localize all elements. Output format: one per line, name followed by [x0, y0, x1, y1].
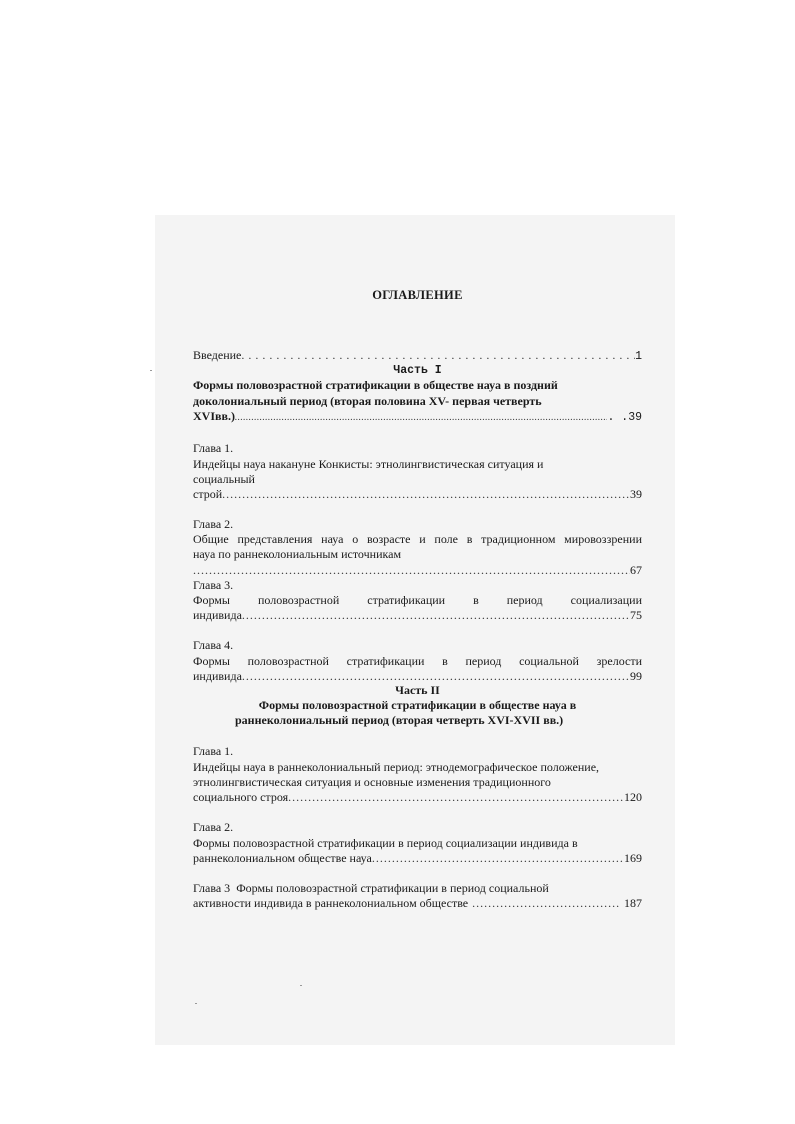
- chapter-label: Глава 2.: [193, 820, 234, 834]
- chapter-label: Глава 3: [193, 881, 231, 895]
- chapter-label: Глава 3.: [193, 578, 234, 592]
- chapter-label: Глава 1.: [193, 744, 234, 758]
- toc-entry-chapter-first-line: [193, 881, 642, 896]
- chapter-title-line: Формы половозрастной стратификации в период социализации индивида в: [193, 836, 578, 850]
- chapter-page: 99: [630, 669, 642, 683]
- part2-title-line: раннеколониальный период (вторая четверть XVI-XVII вв.): [235, 713, 564, 727]
- chapter-title-line: этнолингвистическая ситуация и основные изменения традиционного: [193, 775, 551, 789]
- dot-leader: [241, 348, 635, 363]
- intro-page: 1: [635, 350, 642, 363]
- dot-leader: [468, 896, 620, 911]
- dot-leader: [193, 563, 630, 578]
- dot-leader: [222, 487, 630, 502]
- chapter-title-line: Индейцы науа в раннеколониальный период: этнодемографическое положение,: [193, 760, 600, 774]
- chapter-title-line: Общие представления науа о возрасте и поле в традиционном мировоззрении: [193, 532, 642, 546]
- part1-label: Часть I: [393, 364, 442, 377]
- table-of-contents: [193, 0, 642, 1124]
- chapter-page: 120: [624, 790, 642, 804]
- chapter-title-line: индивида: [193, 608, 242, 622]
- part1-page: . .39: [607, 411, 642, 424]
- toc-entry-chapter[interactable]: [193, 608, 642, 623]
- chapter-page: 67: [630, 563, 642, 577]
- dot-leader: [288, 790, 624, 805]
- toc-entry-part1[interactable]: [193, 409, 642, 426]
- toc-entry-chapter[interactable]: [193, 790, 642, 805]
- chapter-page: 75: [630, 608, 642, 622]
- chapter-title-line: индивида: [193, 669, 242, 683]
- part2-label: Часть II: [395, 683, 440, 697]
- chapter-title-line: Формы половозрастной стратификации в период социальной: [236, 881, 549, 895]
- chapter-title-line: социального строя: [193, 790, 289, 804]
- toc-entry-chapter[interactable]: [193, 896, 642, 911]
- chapter-page: 187: [624, 896, 642, 910]
- chapter-title-line: социальный: [193, 472, 255, 486]
- chapter-title-line: Формы половозрастной стратификации в период социальной зрелости: [193, 654, 642, 668]
- chapter-title-line: строй: [193, 487, 223, 501]
- scan-speck: [150, 370, 152, 371]
- part1-title-line: доколониальный период (вторая половина XV- первая четверть: [193, 394, 542, 408]
- chapter-page: 169: [624, 851, 642, 865]
- chapter-page: 39: [630, 487, 642, 501]
- toc-entry-intro[interactable]: [193, 348, 642, 364]
- chapter-label: Глава 4.: [193, 638, 234, 652]
- part2-title-line: Формы половозрастной стратификации в обществе науа в: [258, 698, 577, 712]
- part1-title-line: XVIвв.): [193, 409, 235, 423]
- chapter-title-line: Формы половозрастной стратификации в период социализации: [193, 593, 642, 607]
- chapter-title-line: науа по раннеколониальным источникам: [193, 547, 402, 561]
- toc-title: ОГЛАВЛЕНИЕ: [372, 288, 463, 302]
- dot-leader: [242, 669, 630, 684]
- intro-label: Введение: [193, 348, 242, 362]
- dot-leader: [372, 851, 624, 866]
- toc-entry-chapter[interactable]: [193, 669, 642, 684]
- chapter-label: Глава 2.: [193, 517, 234, 531]
- dot-leader: [235, 411, 608, 426]
- chapter-label: Глава 1.: [193, 441, 234, 455]
- toc-entry-chapter[interactable]: [193, 563, 642, 578]
- chapter-title-line: раннеколониальном обществе науа: [193, 851, 372, 865]
- chapter-title-line: Индейцы науа накануне Конкисты: этнолингвистическая ситуация и: [193, 457, 544, 471]
- dot-leader: [242, 608, 630, 623]
- toc-entry-chapter[interactable]: [193, 487, 642, 502]
- toc-entry-chapter[interactable]: [193, 851, 642, 866]
- chapter-title-line: активности индивида в раннеколониальном обществе: [193, 896, 469, 910]
- part1-title-line: Формы половозрастной стратификации в обществе науа в поздний: [193, 378, 558, 392]
